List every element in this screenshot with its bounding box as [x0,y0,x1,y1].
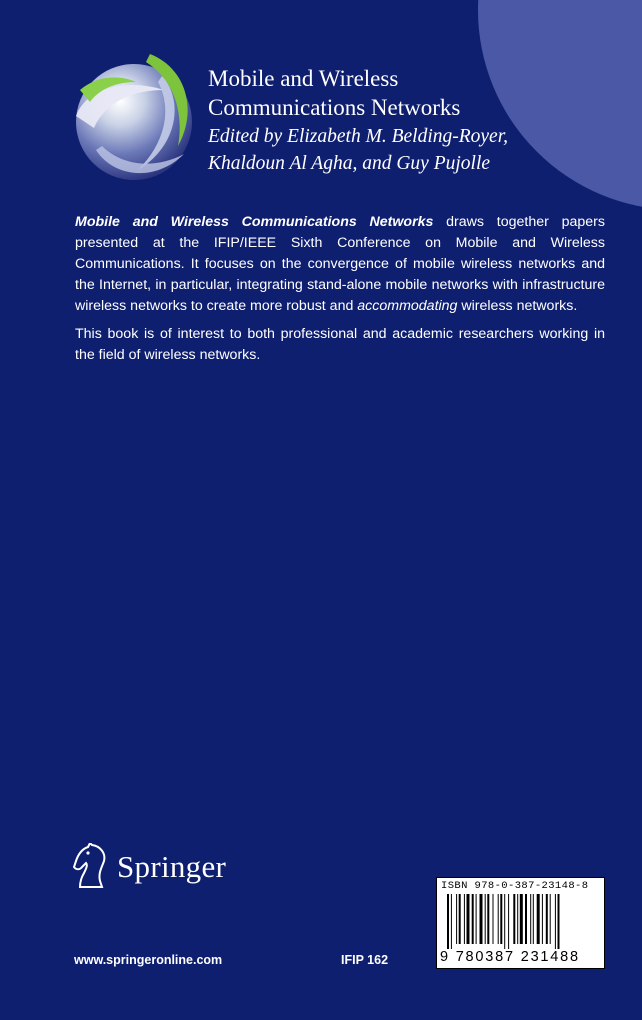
barcode-bar [447,894,449,949]
editors-credit [208,123,508,177]
description-paragraph [75,212,605,317]
barcode-bar [533,894,534,944]
barcode-bars [447,894,595,949]
description-text: draws together papers presented at the IFIP/IEEE Sixth Conference on Mobile and Wireless Communications. It focuses on the convergence of mobile wireless networks and the Internet, in particular, integrating stand-alone mobile networks with infrastructure wireless networks to create more robust and [75,214,605,314]
description-emphasis: accommodating [357,298,458,314]
barcode-digits: 9 780387 231488 [440,949,580,965]
editors-line: Edited by Elizabeth M. Belding-Royer, [208,126,509,147]
chess-knight-horse-icon [72,843,112,889]
barcode-bar [464,894,465,944]
barcode-bar [485,894,486,944]
editors-line: Khaldoun Al Agha, and Guy Pujolle [208,153,491,174]
barcode-bar [504,894,505,949]
barcode-bar [542,894,543,944]
audience-paragraph: This book is of interest to both professional and academic researchers working in the field of wireless networks. [75,326,605,363]
barcode-bar [456,894,457,944]
isbn-barcode [436,877,605,969]
barcode-bar [555,894,556,949]
barcode-bar [508,894,509,949]
barcode-bar [513,894,515,944]
description-book-title: Mobile and Wireless Communications Networks [75,214,434,230]
book-title-line: Communications Networks [208,95,461,120]
globe-swoosh-logo-icon [66,50,202,190]
isbn-label: ISBN 978-0-387-23148-8 [441,880,589,892]
barcode-bar [517,894,518,944]
publisher-logo [72,843,242,889]
book-title-line: Mobile and Wireless [208,66,399,91]
barcode-bar [467,894,470,944]
barcode-bar [525,894,527,944]
barcode-bar [487,894,489,944]
barcode-bar [476,894,477,944]
series-number: IFIP 162 [341,953,389,967]
barcode-bar [500,894,502,944]
barcode-bar [537,894,540,944]
barcode-bar [550,894,551,944]
barcode-bar [498,894,499,944]
publisher-website: www.springeronline.com [74,953,223,967]
barcode-bar [530,894,531,944]
barcode-bar [493,894,494,944]
barcode-bar [520,894,523,944]
book-title [208,64,460,122]
corner-arc-decoration [478,0,642,210]
barcode-bar [558,894,560,949]
description-text-end: wireless networks. [457,298,578,314]
barcode-bar [480,894,483,944]
publisher-name: Springer [117,849,227,884]
barcode-bar [472,894,474,944]
barcode-bar [459,894,461,944]
barcode-bar [451,894,452,949]
barcode-bar [546,894,548,944]
